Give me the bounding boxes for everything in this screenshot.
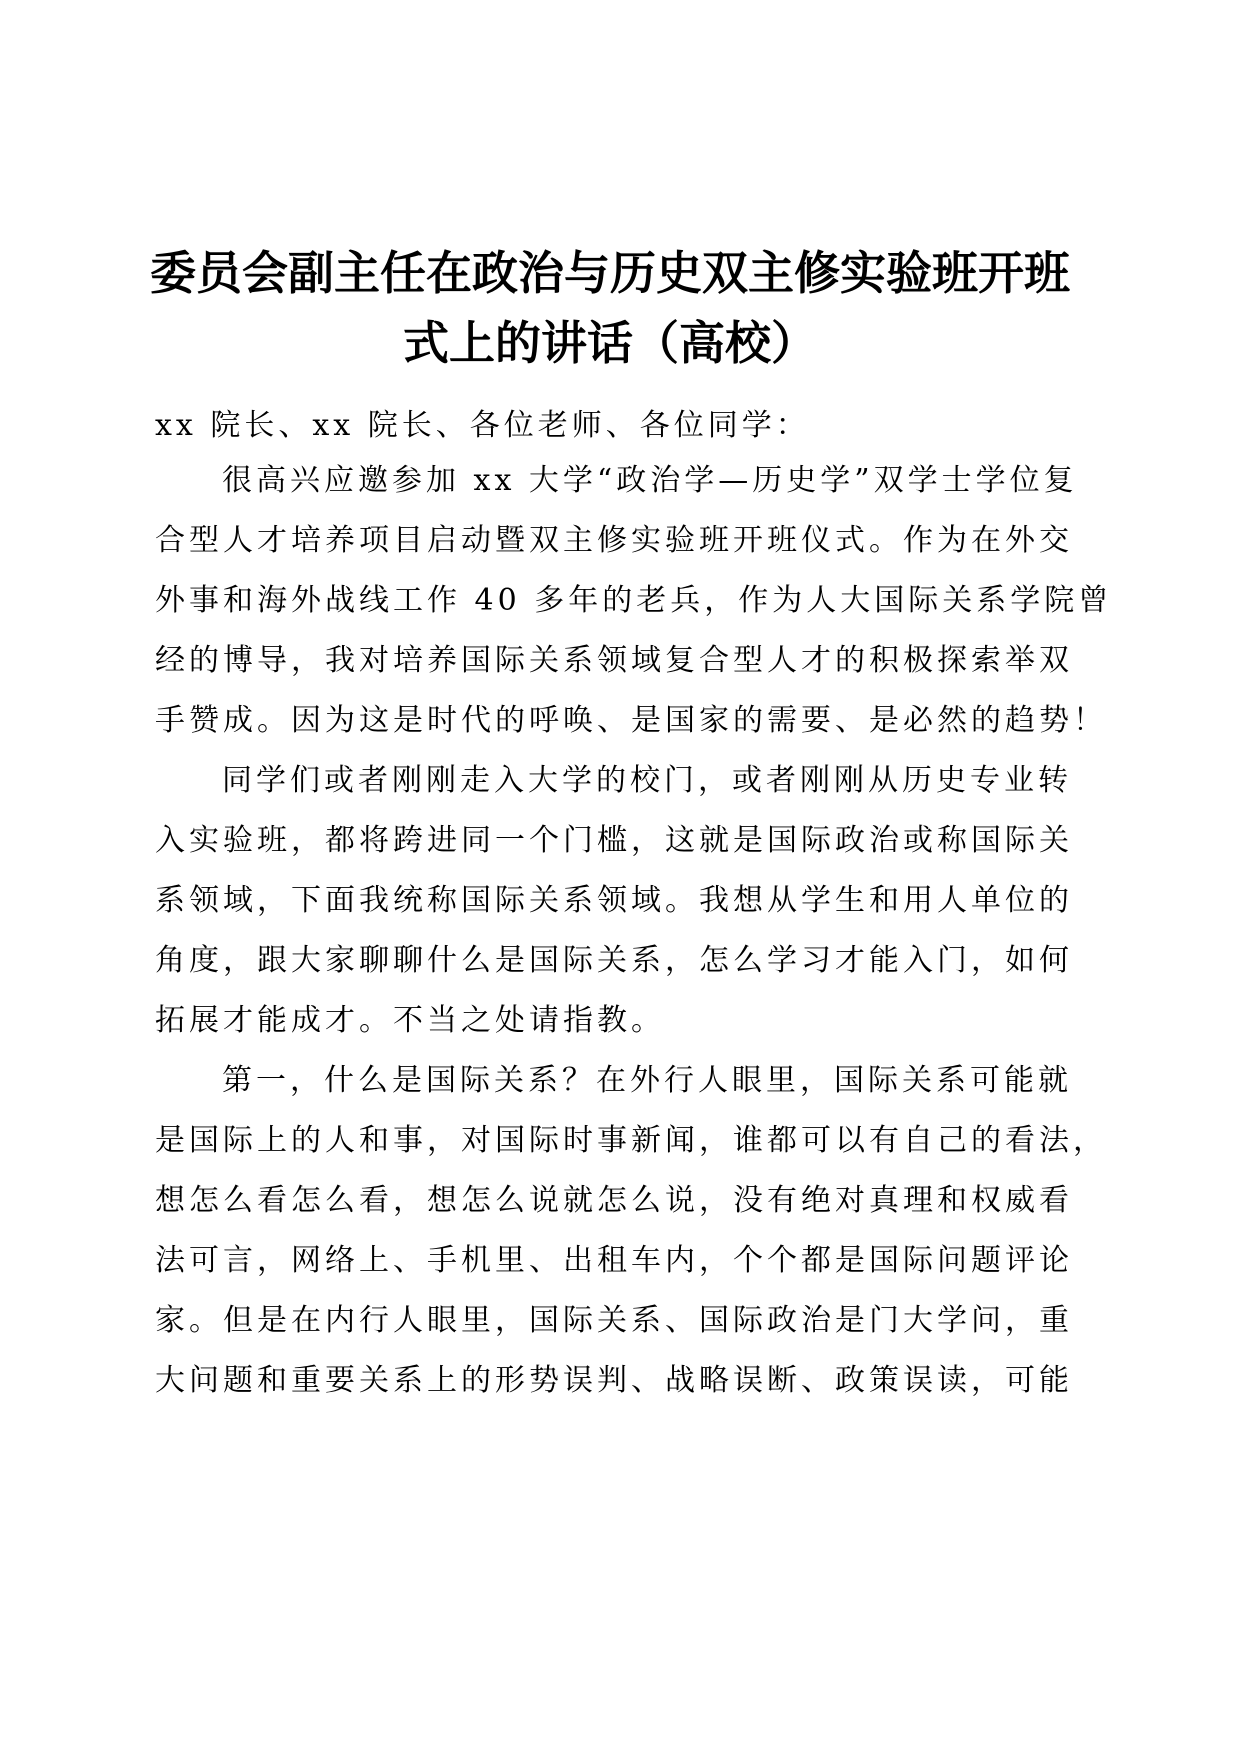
body-line: 合型人才培养项目启动暨双主修实验班开班仪式。作为在外交 <box>155 523 1073 558</box>
body-line: 系领域，下面我统称国际关系领域。我想从学生和用人单位的 <box>155 883 1073 918</box>
body-line: 拓展才能成才。不当之处请指教。 <box>155 1003 665 1038</box>
body-line: 经的博导，我对培养国际关系领域复合型人才的积极探索举双 <box>155 643 1073 678</box>
document-title-line-2: 式上的讲话（高校） <box>403 316 817 370</box>
document-title-line-1: 委员会副主任在政治与历史双主修实验班开班 <box>150 246 1070 300</box>
body-line: 大问题和重要关系上的形势误判、战略误断、政策误读，可能 <box>155 1363 1073 1398</box>
body-line: 想怎么看怎么看，想怎么说就怎么说，没有绝对真理和权威看 <box>155 1183 1073 1218</box>
body-line: 同学们或者刚刚走入大学的校门，或者刚刚从历史专业转 <box>222 763 1072 798</box>
body-line: 是国际上的人和事，对国际时事新闻，谁都可以有自己的看法， <box>155 1123 1107 1158</box>
body-line: 法可言，网络上、手机里、出租车内，个个都是国际问题评论 <box>155 1243 1073 1278</box>
salutation-line: xx 院长、xx 院长、各位老师、各位同学： <box>155 408 810 443</box>
body-line: 外事和海外战线工作 40 多年的老兵，作为人大国际关系学院曾 <box>155 583 1113 618</box>
body-line: 第一，什么是国际关系？在外行人眼里，国际关系可能就 <box>222 1063 1072 1098</box>
body-line: 很高兴应邀参加 xx 大学“政治学—历史学”双学士学位复 <box>222 463 1078 498</box>
body-line: 角度，跟大家聊聊什么是国际关系，怎么学习才能入门，如何 <box>155 943 1073 978</box>
body-line: 手赞成。因为这是时代的呼唤、是国家的需要、是必然的趋势！ <box>155 703 1107 738</box>
body-line: 入实验班，都将跨进同一个门槛，这就是国际政治或称国际关 <box>155 823 1073 858</box>
body-line: 家。但是在内行人眼里，国际关系、国际政治是门大学问，重 <box>155 1303 1073 1338</box>
